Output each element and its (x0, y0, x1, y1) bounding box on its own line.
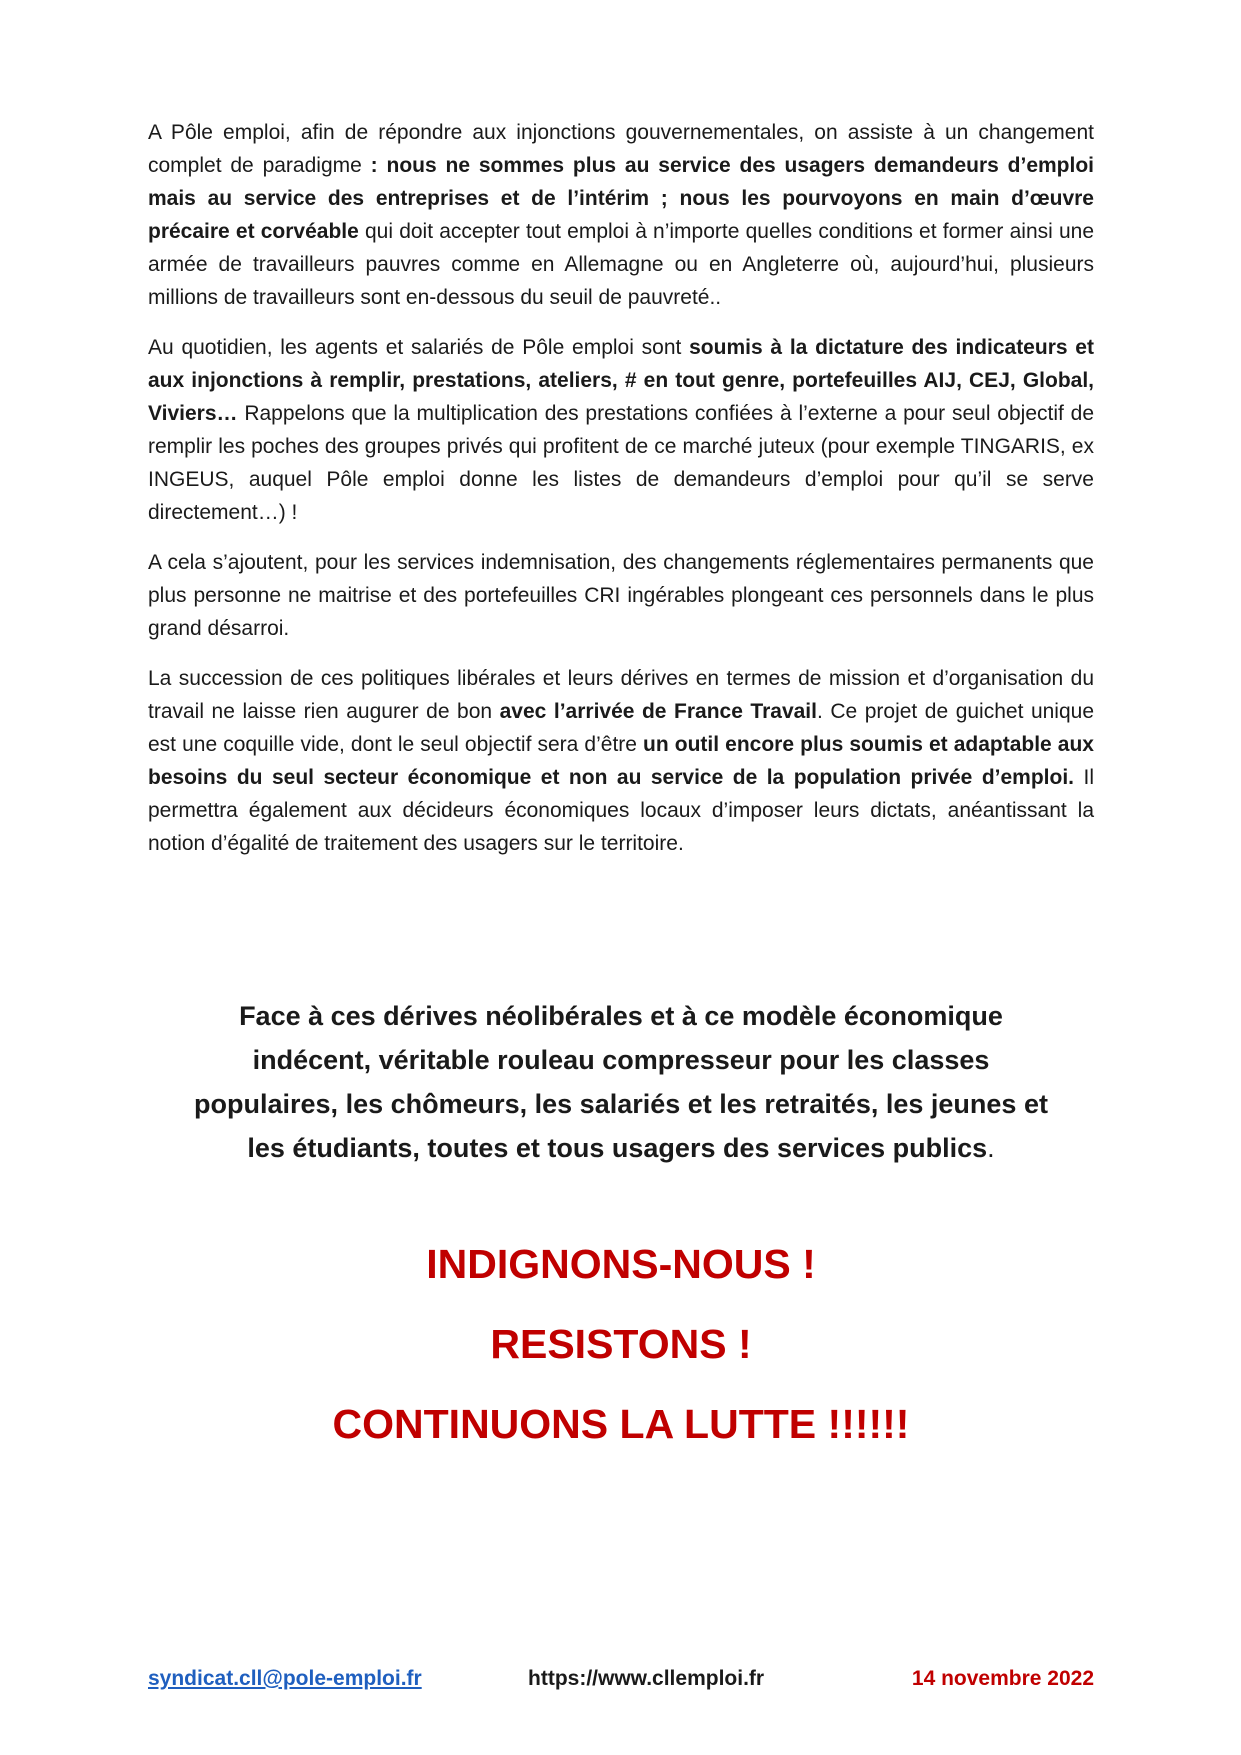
slogan-indignons: INDIGNONS-NOUS ! (426, 1241, 816, 1287)
email-link[interactable]: syndicat.cll@pole-emploi.fr (148, 1667, 422, 1690)
paragraph-4 (148, 662, 1094, 860)
slogans (148, 1240, 1094, 1480)
website-text: https://www.cllemploi.fr (528, 1667, 765, 1690)
paragraph-4-bold-segment: un outil encore plus soumis et adaptable aux besoins du seul secteur économique et non au service de la population privée d’emploi. (148, 733, 1094, 789)
paragraph-2-segment: Rappelons que la multiplication des prestations confiées à l’externe a pour seul objectif de remplir les poches des groupes privés qui profitent de ce marché juteux (pour exemple TINGARIS, ex INGEUS, auquel Pôle emploi donne les listes de demandeurs d’emploi pour qu’il se serve directement…) ! (148, 402, 1094, 524)
conclusion-statement (148, 994, 1094, 1170)
conclusion-line: indécent, véritable rouleau compresseur pour les classes (252, 1045, 990, 1075)
paragraph-4-segment: La succession de ces politiques libérales et leurs dérives en termes de mission et d’organisation du travail ne laisse rien augurer de bon (148, 667, 1094, 723)
paragraph-1 (148, 116, 1094, 314)
document-date: 14 novembre 2022 (911, 1667, 1094, 1690)
conclusion-end-mark: . (987, 1133, 995, 1163)
paragraph-2 (148, 331, 1094, 529)
paragraph-1-segment: A Pôle emploi, afin de répondre aux injonctions gouvernementales, on assiste à un changement complet de paradigme (148, 121, 1094, 177)
paragraph-1-segment: qui doit accepter tout emploi à n’importe quelles conditions et former ainsi une armée de travailleurs pauvres comme en Allemagne ou en Angleterre où, aujourd’hui, plusieurs millions de travailleurs sont en-dessous du seuil de pauvreté.. (148, 220, 1095, 309)
footer (148, 1667, 1094, 1697)
paragraph-3 (148, 546, 1094, 645)
paragraph-4-segment: . Ce projet de guichet unique est une coquille vide, dont le seul objectif sera d’être (148, 700, 1095, 756)
body-text (148, 116, 1094, 877)
paragraph-4-bold-segment: avec l’arrivée de France Travail (499, 700, 817, 723)
paragraph-2-bold-segment: soumis à la dictature des indicateurs et aux injonctions à remplir, prestations, ateliers, # en tout genre, portefeuilles AIJ, CEJ, Global, Viviers… (148, 336, 1094, 425)
conclusion-line: Face à ces dérives néolibérales et à ce modèle économique (239, 1001, 1003, 1031)
conclusion-line-text: les étudiants, toutes et tous usagers des services publics (247, 1133, 988, 1163)
paragraph-1-bold-segment: : nous ne sommes plus au service des usagers demandeurs d’emploi mais au service des entreprises et de l’intérim ; nous les pourvoyons en main d’œuvre précaire et corvéable (148, 154, 1094, 243)
paragraph-2-segment: Au quotidien, les agents et salariés de Pôle emploi sont (148, 336, 690, 359)
slogan-resistons: RESISTONS ! (490, 1321, 752, 1367)
paragraph-4-segment: Il permettra également aux décideurs économiques locaux d’imposer leurs dictats, anéantissant la notion d’égalité de traitement des usagers sur le territoire. (148, 766, 1094, 855)
conclusion-line (148, 1126, 1094, 1170)
slogan-continuons: CONTINUONS LA LUTTE !!!!!! (332, 1401, 910, 1447)
paragraph-3-segment: A cela s’ajoutent, pour les services indemnisation, des changements réglementaires permanents que plus personne ne maitrise et des portefeuilles CRI ingérables plongeant ces personnels dans le plus grand désarroi. (148, 551, 1094, 640)
conclusion-line: populaires, les chômeurs, les salariés et les retraités, les jeunes et (194, 1089, 1048, 1119)
